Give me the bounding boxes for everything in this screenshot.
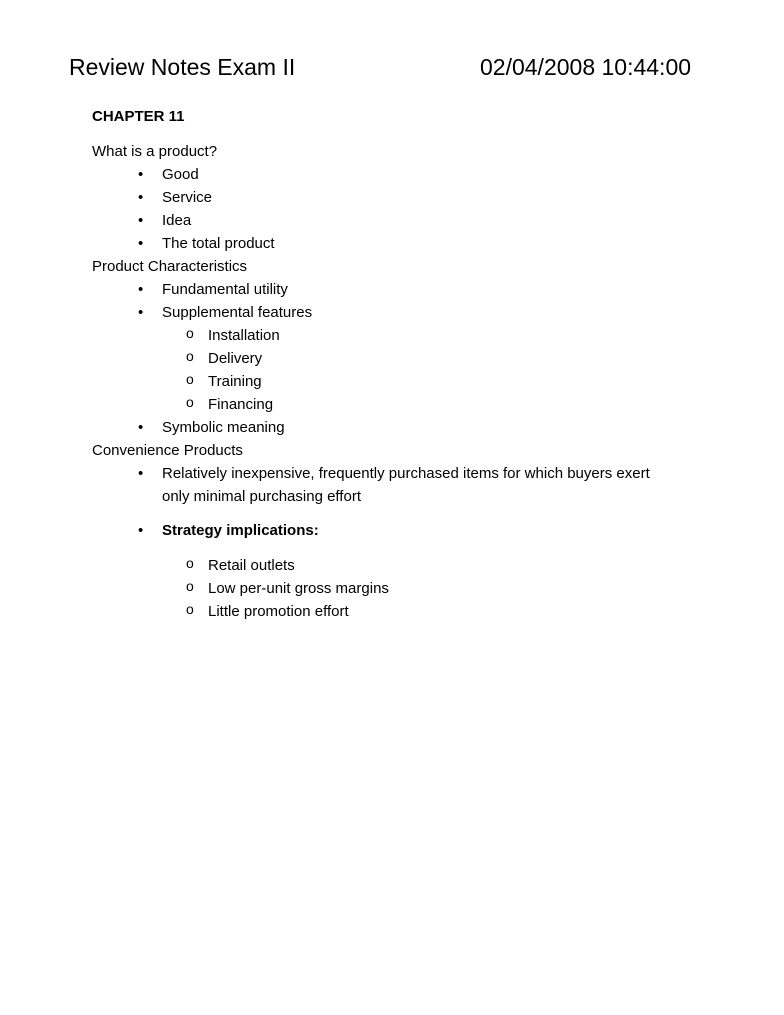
document-datetime: 02/04/2008 10:44:00 [480, 54, 692, 80]
bullet-marker: • [138, 166, 144, 183]
document-title: Review Notes Exam II [69, 54, 296, 80]
sub-bullet-marker: o [186, 371, 194, 387]
list-item: Idea [162, 212, 192, 229]
bullet-marker: • [138, 419, 144, 436]
sub-bullet-marker: o [186, 348, 194, 364]
list-item-description-line2: only minimal purchasing effort [162, 488, 361, 505]
list-item: Service [162, 189, 213, 206]
bullet-marker: • [138, 465, 144, 482]
sub-bullet-marker: o [186, 578, 194, 594]
sub-bullet-marker: o [186, 394, 194, 410]
sub-bullet-marker: o [186, 601, 194, 617]
sub-list-item: Installation [208, 327, 280, 344]
sub-bullet-marker: o [186, 325, 194, 341]
sub-list-item: Delivery [208, 350, 263, 367]
sub-list-item: Financing [208, 396, 274, 413]
chapter-heading: CHAPTER 11 [92, 108, 185, 125]
sub-list-item: Little promotion effort [208, 603, 349, 620]
bullet-marker: • [138, 522, 144, 539]
sub-bullet-marker: o [186, 555, 194, 571]
bullet-marker: • [138, 281, 144, 298]
list-item: Symbolic meaning [162, 419, 285, 436]
bullet-marker: • [138, 235, 144, 252]
strategy-implications-label: Strategy implications: [162, 522, 319, 539]
list-item: Fundamental utility [162, 281, 288, 298]
bullet-marker: • [138, 304, 144, 321]
bullet-marker: • [138, 212, 144, 229]
sub-list-item: Training [208, 373, 262, 390]
list-item: Good [162, 166, 199, 183]
section-heading-convenience: Convenience Products [92, 442, 243, 459]
section-heading-characteristics: Product Characteristics [92, 258, 248, 275]
bullet-marker: • [138, 189, 144, 206]
list-item: The total product [162, 235, 275, 252]
section-heading-product: What is a product? [92, 143, 218, 160]
list-item: Supplemental features [162, 304, 313, 321]
sub-list-item: Retail outlets [208, 557, 295, 574]
list-item-description-line1: Relatively inexpensive, frequently purchased items for which buyers exert [162, 465, 650, 482]
sub-list-item: Low per-unit gross margins [208, 580, 389, 597]
